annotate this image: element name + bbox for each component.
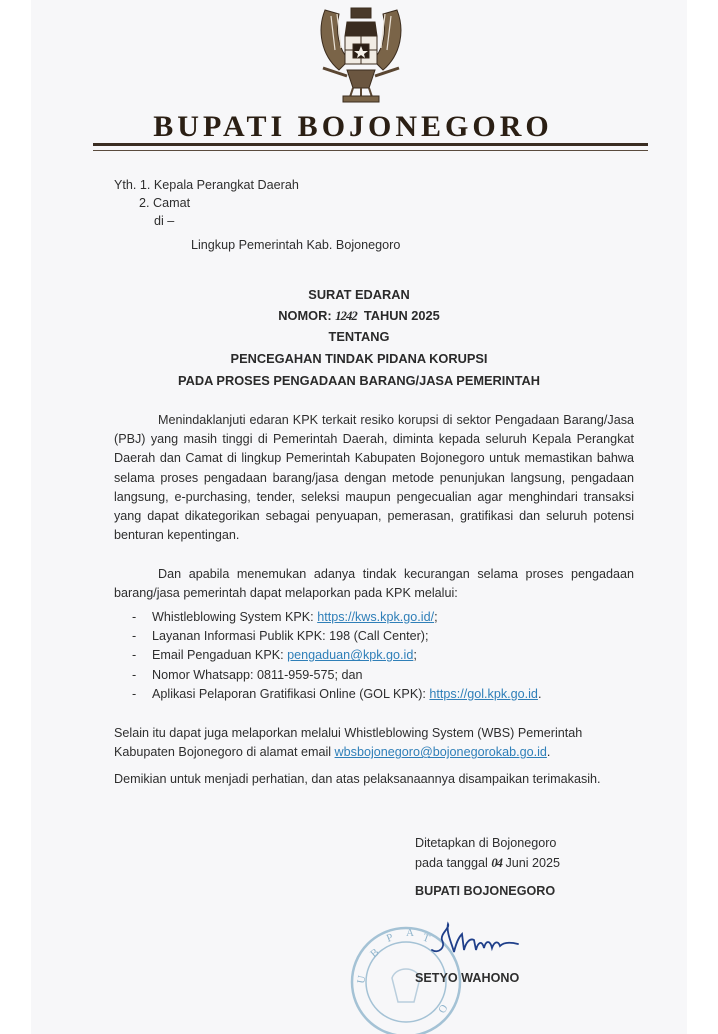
svg-text:B: B [368,946,382,961]
reporting-channels-list [132,608,541,704]
paragraph-2 [114,565,634,603]
letterhead-title: BUPATI BOJONEGORO [153,110,553,143]
subject-line-1: PENCEGAHAN TINDAK PIDANA KORUPSI [230,351,488,366]
handwritten-signature-icon [428,920,528,960]
list-item: - Aplikasi Pelaporan Gratifikasi Online (GOL KPK): https://gol.kpk.go.id. [132,685,541,704]
svg-text:O: O [436,1002,451,1016]
kws-link[interactable]: https://kws.kpk.go.id/ [317,610,435,624]
svg-text:A: A [406,927,414,939]
signatory-office: BUPATI BOJONEGORO [415,884,556,898]
svg-text:U: U [355,974,369,985]
signatory-name: SETYO WAHONO [415,971,520,985]
list-item: - Nomor Whatsapp: 0811-959-575; dan [132,666,541,685]
garuda-emblem-icon [303,0,419,106]
paragraph-2-text: Dan apabila menemukan adanya tindak kecurangan selama proses pengadaan barang/jasa pemerintah dapat melaporkan pada KPK melalui: [114,567,634,601]
place-of-issue: Ditetapkan di Bojonegoro [415,836,557,850]
paragraph-1-text: Menindaklanjuti edaran KPK terkait resiko korupsi di sektor Pengadaan Barang/Jasa (PBJ) yang masih tinggi di Pemerintah Daerah, diminta kepada seluruh Kepala Perangkat Daerah dan Camat di lingkup Pemerintah Kabupaten Bojonegoro untuk memastikan bahwa selama proses pengadaan barang/jasa dengan metode penunjukan langsung, pengadaan langsung, e-purchasing, tender, seleksi maupun pengecualian agar menghindari transaksi yang dapat dikategorikan sebagai penyuapan, pemerasan, gratifikasi dan seluruh potensi benturan kepentingan. [114,413,634,543]
letter-type: SURAT EDARAN [308,287,410,302]
addressee-location: Lingkup Pemerintah Kab. Bojonegoro [191,238,401,252]
wbs-email-link[interactable]: wbsbojonegoro@bojonegorokab.go.id [334,745,547,760]
number-label: NOMOR: [278,308,332,323]
letter-number [0,308,718,324]
addressee-di: di – [154,214,175,228]
closing-paragraph: Demikian untuk menjadi perhatian, dan atas pelaksanaannya disampaikan terimakasih. [114,772,601,786]
svg-text:T: T [420,931,432,946]
about-label: TENTANG [328,329,390,344]
addressee-item: 2. Camat [139,196,191,210]
addressee-line-1 [114,177,299,193]
paragraph-1 [114,411,634,545]
list-item: - Email Pengaduan KPK: pengaduan@kpk.go.id; [132,646,541,665]
letterhead-divider [93,143,648,151]
paragraph-3: Selain itu dapat juga melaporkan melalui Whistleblowing System (WBS) Pemerintah Kabupaten Bojonegoro di alamat email wbsbojonegoro@bojonegorokab.go.id. [114,726,583,760]
list-item: - Whistleblowing System KPK: https://kws.kpk.go.id/; [132,608,541,627]
list-item: - Layanan Informasi Publik KPK: 198 (Call Center); [132,627,541,646]
email-link[interactable]: pengaduan@kpk.go.id [287,648,414,663]
date-of-issue: pada tanggal 04 Juni 2025 [415,856,561,870]
handwritten-number: 1242 [335,309,357,323]
letter-year: TAHUN 2025 [363,308,440,323]
paragraph-3-text: Selain itu dapat juga melaporkan melalui Whistleblowing System (WBS) Pemerintah Kabupaten Bojonegoro di alamat email [114,726,583,760]
handwritten-day: 04 [491,856,502,870]
gol-link[interactable]: https://gol.kpk.go.id [429,686,538,701]
addressee-prefix: Yth. [114,178,137,192]
subject-line-2: PADA PROSES PENGADAAN BARANG/JASA PEMERINTAH [178,373,540,388]
addressee-item: 1. Kepala Perangkat Daerah [139,178,299,192]
svg-text:P: P [384,931,395,945]
